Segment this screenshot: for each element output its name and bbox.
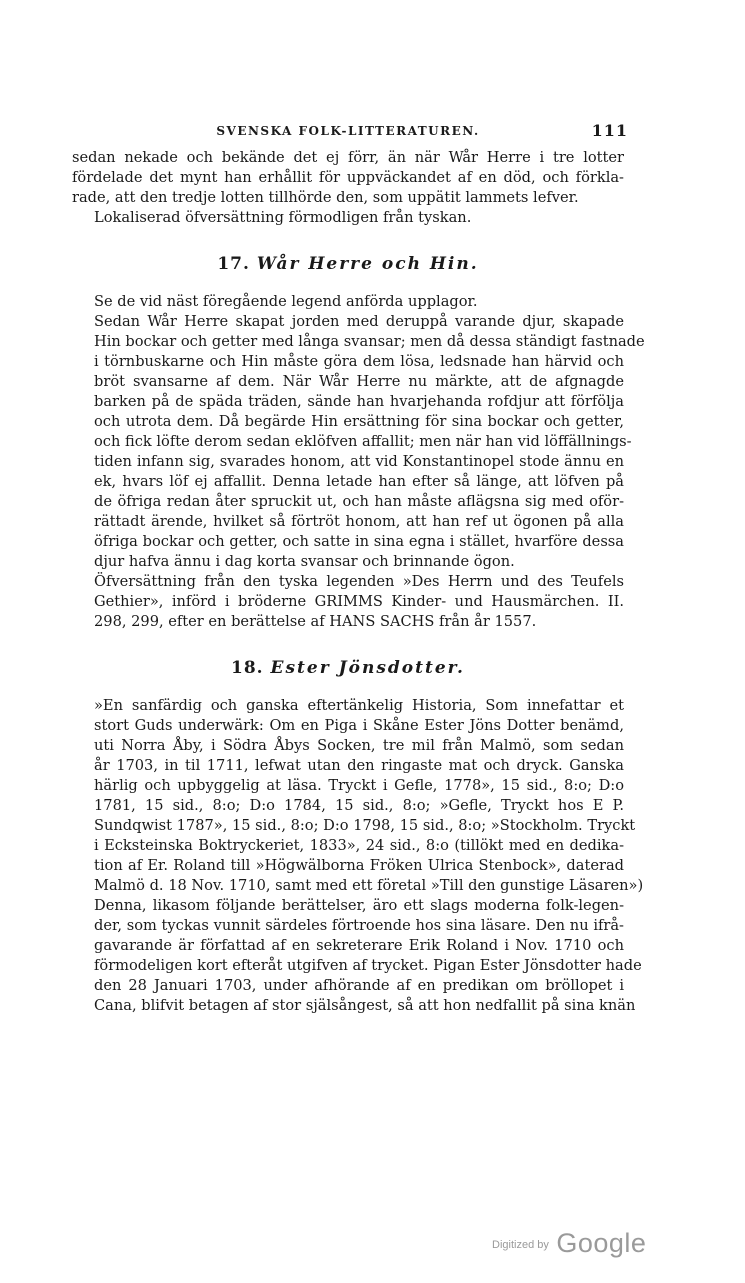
text-line: djur hafva ännu i dag korta svansar och brinnande ögon. bbox=[94, 553, 515, 570]
text-line: »En sanfärdig och ganska eftertänkelig Historia, Som innefattar et bbox=[94, 697, 624, 714]
text-line: rättadt ärende, hvilket så förtröt honom, att han ref ut ögonen på alla bbox=[94, 513, 624, 530]
text-line: tion af Er. Roland till »Högwälborna Fröken Ulrica Stenbock», daterad bbox=[94, 857, 624, 874]
text-line: de öfriga redan åter spruckit ut, och han måste aflägsna sig med oför- bbox=[94, 493, 624, 510]
section-number: 18. bbox=[231, 658, 264, 678]
text-line: Denna, likasom följande berättelser, äro ett slags moderna folk-legen- bbox=[94, 897, 624, 914]
book-page bbox=[72, 118, 645, 1016]
text-line: härlig och upbyggelig at läsa. Tryckt i Gefle, 1778», 15 sid., 8:o; D:o bbox=[94, 777, 624, 794]
text-line: barken på de späda träden, sände han hvarjehanda rofdjur att förfölja bbox=[94, 393, 624, 410]
text-line: 298, 299, efter en berättelse af HANS SACHS från år 1557. bbox=[94, 613, 537, 630]
google-logo: Google bbox=[556, 1228, 647, 1258]
text-line: öfriga bockar och getter, och satte in sina egna i stället, hvarföre dessa bbox=[94, 533, 624, 550]
text-line: Gethier», införd i bröderne GRIMMS Kinder- und Hausmärchen. II. bbox=[94, 593, 624, 610]
text-line: rade, att den tredje lotten tillhörde den, som uppätit lammets lefver. bbox=[72, 189, 579, 206]
text-line: sedan nekade och bekände det ej förr, än när Wår Herre i tre lotter bbox=[72, 149, 624, 166]
section-18-heading bbox=[72, 658, 624, 678]
text-line: uti Norra Åby, i Södra Åbys Socken, tre mil från Malmö, som sedan bbox=[94, 737, 624, 754]
text-line: Hin bockar och getter med långa svansar; men då dessa ständigt fastnade bbox=[94, 333, 645, 350]
section-title: Wår Herre och Hin. bbox=[256, 254, 479, 274]
text-line: 1781, 15 sid., 8:o; D:o 1784, 15 sid., 8:o; »Gefle, Tryckt hos E P. bbox=[94, 797, 624, 814]
text-line: fördelade det mynt han erhållit för uppväckandet af en död, och förkla- bbox=[72, 169, 624, 186]
text-line: der, som tyckas vunnit särdeles förtroende hos sina läsare. Den nu ifrå- bbox=[94, 917, 624, 934]
text-line: år 1703, in til 1711, lefwat utan den ringaste mat och dryck. Ganska bbox=[94, 757, 624, 774]
section-title: Ester Jönsdotter. bbox=[270, 658, 465, 678]
section-18-citation bbox=[72, 696, 644, 896]
text-line: Lokaliserad öfversättning förmodligen från tyskan. bbox=[94, 209, 472, 226]
section-17-lead bbox=[72, 292, 624, 312]
watermark-prefix: Digitized by bbox=[492, 1239, 549, 1251]
intro-note bbox=[72, 208, 624, 228]
text-line: stort Guds underwärk: Om en Piga i Skåne Ester Jöns Dotter benämd, bbox=[94, 717, 624, 734]
text-line: Se de vid näst föregående legend anförda upplagor. bbox=[94, 293, 478, 310]
text-line: Sundqwist 1787», 15 sid., 8:o; D:o 1798, 15 sid., 8:o; »Stockholm. Tryckt bbox=[94, 817, 636, 834]
text-line: Öfversättning från den tyska legenden »Des Herrn und des Teufels bbox=[94, 573, 624, 590]
section-17-body bbox=[72, 312, 645, 572]
text-line: tiden infann sig, svarades honom, att vid Konstantinopel stode ännu en bbox=[94, 453, 624, 470]
intro-paragraph bbox=[72, 148, 624, 208]
text-line: i törnbuskarne och Hin måste göra dem lösa, ledsnade han härvid och bbox=[94, 353, 624, 370]
text-line: bröt svansarne af dem. När Wår Herre nu märkte, att de afgnagde bbox=[94, 373, 624, 390]
text-line: den 28 Januari 1703, under afhörande af en predikan om bröllopet i bbox=[94, 977, 624, 994]
running-head bbox=[72, 118, 628, 144]
section-17-source bbox=[72, 572, 624, 632]
text-line: Cana, blifvit betagen af stor själsångest, så att hon nedfallit på sina knän bbox=[94, 997, 636, 1014]
text-line: och fick löfte derom sedan eklöfven affallit; men när han vid löffällnings- bbox=[94, 433, 632, 450]
page-number: 111 bbox=[591, 121, 628, 140]
text-line: Sedan Wår Herre skapat jorden med deruppå varande djur, skapade bbox=[94, 313, 624, 330]
running-title: SVENSKA FOLK-LITTERATUREN. bbox=[216, 124, 480, 138]
google-watermark bbox=[492, 1228, 646, 1259]
text-line: Malmö d. 18 Nov. 1710, samt med ett företal »Till den gunstige Läsaren») bbox=[94, 877, 644, 894]
section-17-heading bbox=[72, 254, 624, 274]
text-line: och utrota dem. Då begärde Hin ersättning för sina bockar och getter, bbox=[94, 413, 624, 430]
text-line: i Ecksteinska Boktryckeriet, 1833», 24 sid., 8:o (tillökt med en dedika- bbox=[94, 837, 624, 854]
text-line: förmodeligen kort efteråt utgifven af trycket. Pigan Ester Jönsdotter hade bbox=[94, 957, 642, 974]
section-18-body bbox=[72, 896, 642, 1016]
text-line: gavarande är författad af en sekreterare Erik Roland i Nov. 1710 och bbox=[94, 937, 624, 954]
text-line: ek, hvars löf ej affallit. Denna letade han efter så länge, att löfven på bbox=[94, 473, 624, 490]
section-number: 17. bbox=[217, 254, 250, 274]
